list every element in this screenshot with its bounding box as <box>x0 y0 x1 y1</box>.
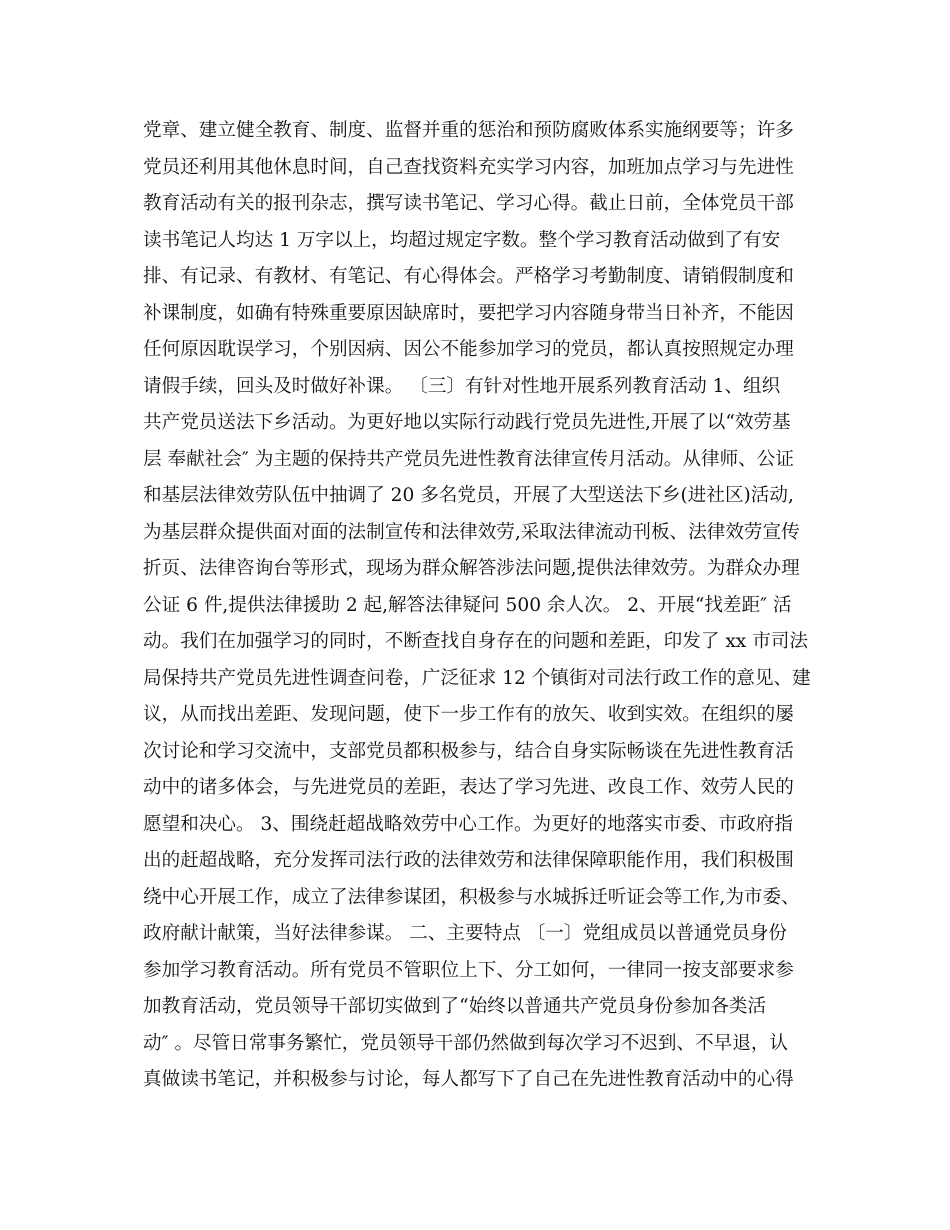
text-line: 折页、法律咨询台等形式，现场为群众解答涉法问题,提供法律效劳。为群众办理 <box>143 558 800 579</box>
text-line: 愿望和决心。 3、围绕赶超战略效劳中心工作。为更好的地落实市委、市政府指 <box>143 813 793 835</box>
text-line: 出的赶超战略，充分发挥司法行政的法律效劳和法律保障职能作用，我们积极围 <box>143 850 794 871</box>
text-line: 请假手续，回头及时做好补课。 〔三〕有针对性地开展系列教育活动 1、组织 <box>143 375 781 397</box>
text-line: 局保持共产党员先进性调查问卷，广泛征求 12 个镇街对司法行政工作的意见、建 <box>143 667 811 689</box>
text-line: 教育活动有关的报刊杂志，撰写读书笔记、学习心得。截止日前，全体党员干部 <box>143 193 794 214</box>
text-line: 公证 6 件,提供法律援助 2 起,解答法律疑问 500 余人次。 2、开展“找差距″ 活 <box>143 594 792 616</box>
text-line: 补课制度，如确有特殊重要原因缺席时，要把学习内容随身带当日补齐，不能因 <box>143 302 794 324</box>
text-line: 次讨论和学习交流中，支部党员都积极参与，结合自身实际畅谈在先进性教育活 <box>143 740 794 762</box>
text-line: 党章、建立健全教育、制度、监督并重的惩治和预防腐败体系实施纲要等；许多 <box>143 120 794 141</box>
text-line: 层 奉献社会″ 为主题的保持共产党员先进性教育法律宣传月活动。从律师、公证 <box>143 448 794 470</box>
text-line: 党员还利用其他休息时间，自己查找资料充实学习内容，加班加点学习与先进性 <box>143 156 794 178</box>
text-line: 共产党员送法下乡活动。为更好地以实际行动践行党员先进性,开展了以“效劳基 <box>143 412 791 433</box>
text-line: 读书笔记人均达 1 万字以上，均超过规定字数。整个学习教育活动做到了有安 <box>143 229 781 251</box>
text-line: 真做读书笔记，并积极参与讨论，每人都写下了自己在先进性教育活动中的心得 <box>143 1069 794 1090</box>
text-line: 政府献计献策，当好法律参谋。 二、主要特点 〔一〕党组成员以普通党员身份 <box>143 923 788 944</box>
text-line: 绕中心开展工作，成立了法律参谋团，积极参与水城拆迁听证会等工作,为市委、 <box>143 886 800 908</box>
text-line: 为基层群众提供面对面的法制宣传和法律效劳,采取法律流动刊板、法律效劳宣传 <box>143 521 800 543</box>
text-line: 任何原因耽误学习，个别因病、因公不能参加学习的党员，都认真按照规定办理 <box>143 339 794 360</box>
text-line: 参加学习教育活动。所有党员不管职位上下、分工如何，一律同一按支部要求参 <box>143 959 794 981</box>
text-line: 动中的诸多体会，与先进党员的差距，表达了学习先进、改良工作、效劳人民的 <box>143 777 794 798</box>
text-line: 排、有记录、有教材、有笔记、有心得体会。严格学习考勤制度、请销假制度和 <box>143 266 794 287</box>
body-text <box>143 113 813 1099</box>
text-line: 动″ 。尽管日常事务繁忙，党员领导干部仍然做到每次学习不迟到、不早退，认 <box>143 1032 789 1054</box>
text-line: 加教育活动，党员领导干部切实做到了“始终以普通共产党员身份参加各类活 <box>143 996 767 1017</box>
text-line: 动。我们在加强学习的同时，不断查找自身存在的问题和差距，印发了 xx 市司法 <box>143 631 808 652</box>
text-line: 议，从而找出差距、发现问题，使下一步工作有的放矢、收到实效。在组织的屡 <box>143 704 794 725</box>
text-line: 和基层法律效劳队伍中抽调了 20 多名党员，开展了大型送法下乡(进社区)活动, <box>143 485 794 506</box>
